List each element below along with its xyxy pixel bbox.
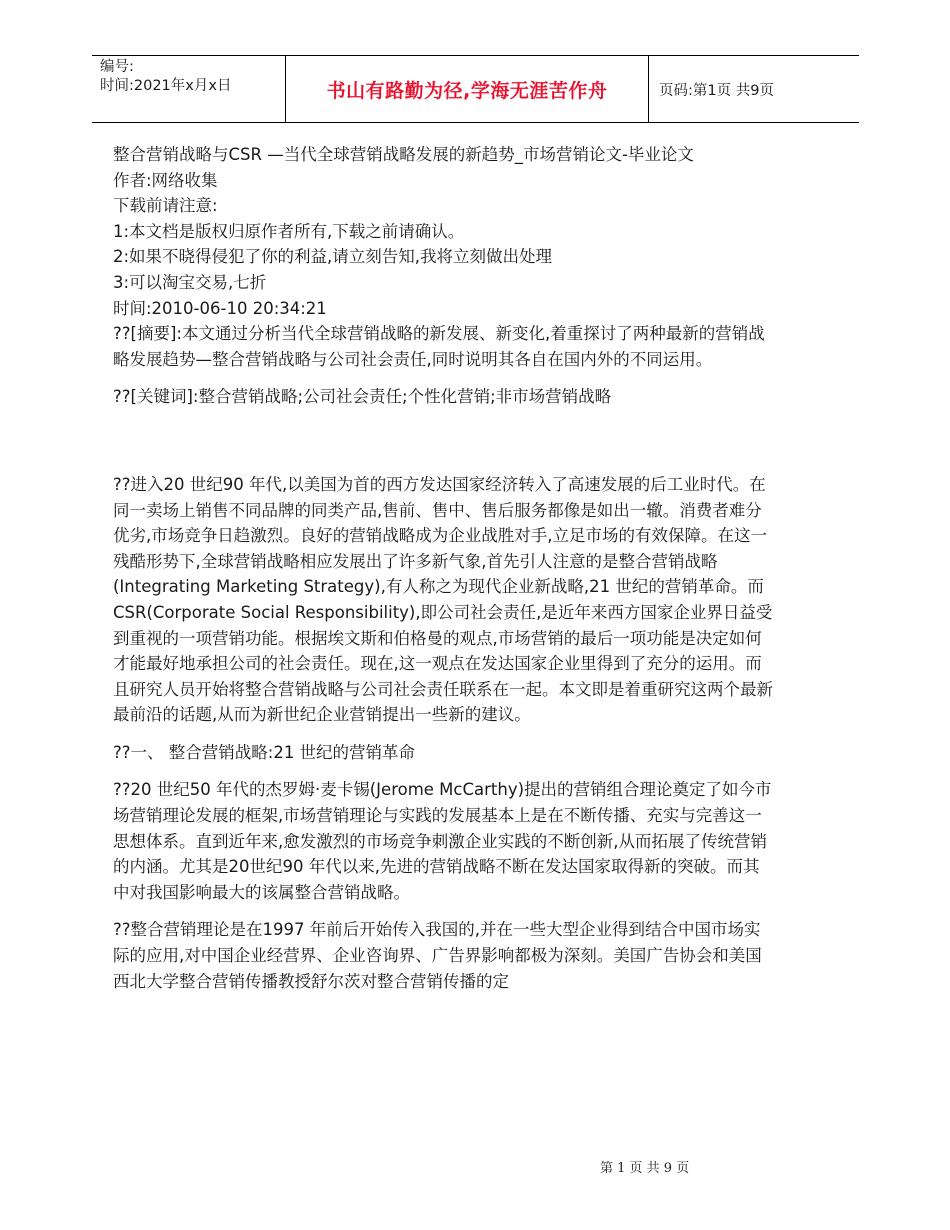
notice-item-2: 2:如果不晓得侵犯了你的利益,请立刻告知,我将立刻做出处理 bbox=[113, 247, 553, 267]
section-heading-1: ??一、 整合营销战略:21 世纪的营销革命 bbox=[113, 742, 416, 762]
doc-time-label: 时间:2021年x月x日 bbox=[100, 78, 232, 94]
paragraph-marketing-mix: ??20 世纪50 年代的杰罗姆·麦卡锡(Jerome McCarthy)提出的营销组合理论奠定了如今市场营销理论发展的框架,市场营销理论与实践的发展基本上是在不断传播、充实与完善这一思想体系。直到近年来,愈发激烈的市场竞争刺激企业实践的不断创新,从而拓展了传统营销的内涵。尤其是20世纪90 年代以来,先进的营销战略不断在发达国家取得新的突破。而其中对我国影响最大的该属整合营销战略。 bbox=[113, 780, 772, 902]
header-motto: 书山有路勤为径,学海无涯苦作舟 bbox=[285, 56, 649, 122]
paragraph-integrated-marketing: ??整合营销理论是在1997 年前后开始传入我国的,并在一些大型企业得到结合中国市场实际的应用,对中国企业经营界、企业咨询界、广告界影响都极为深刻。美国广告协会和美国西北大学整合营销传播教授舒尔茨对整合营销传播的定 bbox=[113, 920, 762, 991]
header-page-label: 页码:第1页 共9页 bbox=[659, 82, 774, 99]
doc-title: 整合营销战略与CSR —当代全球营销战略发展的新趋势_市场营销论文-毕业论文 bbox=[113, 145, 694, 164]
notice-item-1: 1:本文档是版权归原作者所有,下载之前请确认。 bbox=[113, 221, 465, 241]
notice-title: 下载前请注意: bbox=[113, 196, 218, 216]
doc-author: 作者:网络收集 bbox=[113, 170, 218, 190]
abstract: ??[摘要]:本文通过分析当代全球营销战略的新发展、新变化,着重探讨了两种最新的营销战略发展趋势—整合营销战略与公司社会责任,同时说明其各自在国内外的不同运用。 bbox=[113, 324, 765, 369]
page-footer: 第 1 页 共 9 页 bbox=[600, 1161, 690, 1176]
header-meta bbox=[92, 56, 285, 122]
keywords: ??[关键词]:整合营销战略;公司社会责任;个性化营销;非市场营销战略 bbox=[113, 387, 612, 407]
page-header bbox=[92, 55, 859, 123]
doc-number-label: 编号: bbox=[100, 59, 134, 75]
notice-item-3: 3:可以淘宝交易,七折 bbox=[113, 272, 267, 292]
paragraph-intro: ??进入20 世纪90 年代,以美国为首的西方发达国家经济转入了高速发展的后工业时代。在同一卖场上销售不同品牌的同类产品,售前、售中、售后服务都像是如出一辙。消费者难分优劣,市场竞争日趋激烈。良好的营销战略成为企业战胜对手,立足市场的有效保障。在这一残酷形势下,全球营销战略相应发展出了许多新气象,首先引人注意的是整合营销战略(Integrating Marketing Strategy),有人称之为现代企业新战略,21 世纪的营销革命。而CSR(Corporate Social Responsibility),即公司社会责任,是近年来西方国家企业界日益受到重视的一项营销功能。根据埃文斯和伯格曼的观点,市场营销的最后一项功能是决定如何才能最好地承担公司的社会责任。现在,这一观点在发达国家企业里得到了充分的运用。而且研究人员开始将整合营销战略与公司社会责任联系在一起。本文即是着重研究这两个最新最前沿的话题,从而为新世纪企业营销提出一些新的建议。 bbox=[113, 474, 773, 725]
doc-time: 时间:2010-06-10 20:34:21 bbox=[113, 298, 327, 318]
document-body bbox=[113, 142, 773, 994]
